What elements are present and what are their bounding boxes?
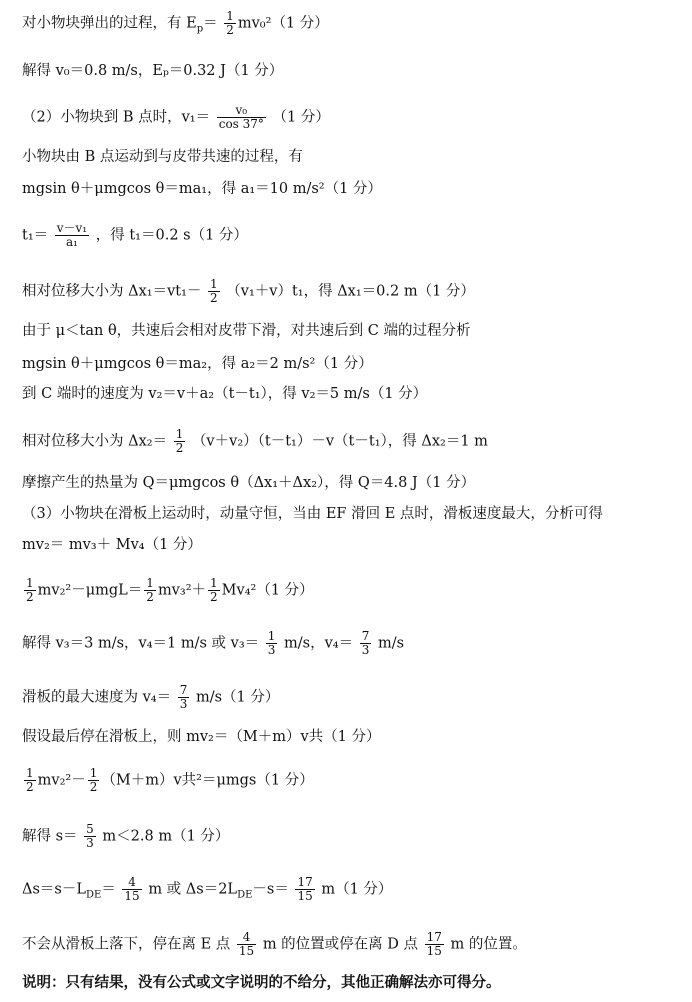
fraction-seventeen-fifteenths: $\frac{17}{15}$ (426, 930, 442, 958)
line-6: t₁＝ $\frac{\text{v－v₁}}{\text{a₁}}$ ，得 t₁＝0.2 s（1 分） (22, 221, 248, 249)
line-21: $\Delta s=s-L_{DE}=$ $\frac{4}{15}$ m 或 $\Delta s=2L_{DE}-s=$ $\frac{17}{15}$ m（1 分） (22, 875, 393, 903)
line-13: （3）小物块在滑板上运动时，动量守恒，当由 EF 滑回 E 点时，滑板速度最大，分析可得 (22, 506, 603, 522)
line-5: mgsin θ＋μmgcos θ＝ma₁，得 a₁＝10 m/s²（1 分） (22, 181, 382, 197)
fraction-four-fifteenths: $\frac{4}{15}$ (238, 930, 255, 958)
line-12: 摩擦产生的热量为 Q＝μmgcos θ（Δx₁＋Δx₂），得 Q＝4.8 J（1 分） (22, 475, 476, 491)
line-3: （2）小物块到 B 点时，v₁＝ $\frac{\text{v₀}}{\cos 37^\circ}$ （1 分） (22, 103, 330, 131)
fraction-seventeen-fifteenths: $\frac{17}{15}$ (297, 875, 313, 903)
ep-subscript: p (196, 23, 204, 35)
fraction-five-thirds: $\frac{5}{3}$ (86, 822, 94, 850)
line-8: 由于 μ＜tan θ，共速后会相对皮带下滑，对共速后到 C 端的过程分析 (22, 323, 471, 339)
fraction-v0-over-cos: $\frac{\text{v₀}}{\cos 37^\circ}$ (218, 103, 264, 131)
line-17: 滑板的最大速度为 v₄＝ $\frac{7}{3}$ m/s（1 分） (22, 683, 280, 711)
fraction-seven-thirds: $\frac{7}{3}$ (361, 629, 370, 657)
fraction-t1: $\frac{\text{v－v₁}}{\text{a₁}}$ (56, 221, 88, 249)
line-4: 小物块由 B 点运动到与皮带共速的过程，有 (22, 149, 303, 165)
fraction-half: $\frac{1}{2}$ (226, 9, 234, 37)
fraction-half: $\frac{1}{2}$ (89, 766, 98, 794)
line-11: 相对位移大小为 Δx₂＝ $\frac{1}{2}$ （v＋v₂）（t－t₁）－v（t－t₁），得 Δx₂＝1 m (22, 427, 488, 455)
line-7: 相对位移大小为 Δx₁＝vt₁－ $\frac{1}{2}$ （v₁＋v）t₁，得 Δx₁＝0.2 m（1 分） (22, 277, 475, 305)
fraction-seven-thirds: $\frac{7}{3}$ (179, 683, 188, 711)
grading-note: 说明：只有结果，没有公式或文字说明的不给分，其他正确解法亦可得分。 (22, 975, 501, 991)
line-1-text: 对小物块弹出的过程，有 E (22, 15, 197, 32)
line-14: mv₂＝ mv₃＋ Mv₄（1 分） (22, 537, 202, 553)
line-10: 到 C 端时的速度为 v₂＝v＋a₂（t－t₁），得 v₂＝5 m/s（1 分） (22, 386, 428, 402)
line-2: 解得 v₀＝0.8 m/s，Eₚ＝0.32 J（1 分） (22, 63, 284, 79)
line-16: 解得 v₃＝3 m/s，v₄＝1 m/s 或 v₃＝ $\frac{1}{3}$ m/s，v₄＝ $\frac{7}{3}$ m/s (22, 629, 405, 657)
line-22: 不会从滑板上落下，停在离 E 点 $\frac{4}{15}$ m 的位置或停在离 D 点 $\frac{17}{15}$ m 的位置。 (22, 930, 527, 958)
line-15: $\frac{1}{2}$ mv₂²－μmgL＝ $\frac{1}{2}$ mv₃²＋ $\frac{1}{2}$ Mv₄²（1 分） (26, 576, 314, 604)
fraction-half: $\frac{1}{2}$ (175, 427, 184, 455)
fraction-half: $\frac{1}{2}$ (146, 576, 154, 604)
fraction-half: $\frac{1}{2}$ (26, 576, 34, 604)
line-1: 对小物块弹出的过程，有 $E_p=$ $\frac{1}{2}$ mv₀²（1 分） (22, 9, 329, 37)
fraction-four-fifteenths: $\frac{4}{15}$ (124, 875, 140, 903)
fraction-half: $\frac{1}{2}$ (210, 277, 218, 305)
line-9: mgsin θ＋μmgcos θ＝ma₂，得 a₂＝2 m/s²（1 分） (22, 356, 373, 372)
mv0-squared: mv₀² (237, 15, 272, 32)
equals: ＝ (203, 15, 218, 32)
line-20: 解得 s＝ $\frac{5}{3}$ m＜2.8 m（1 分） (22, 822, 230, 850)
line-18: 假设最后停在滑板上，则 mv₂＝（M＋m）v共（1 分） (22, 729, 381, 745)
fraction-half: $\frac{1}{2}$ (210, 576, 218, 604)
fraction-one-third: $\frac{1}{3}$ (267, 629, 276, 657)
fraction-half: $\frac{1}{2}$ (26, 766, 34, 794)
line-19: $\frac{1}{2}$ mv₂²－ $\frac{1}{2}$ （M＋m）v共²＝μmgs（1 分） (26, 766, 314, 794)
